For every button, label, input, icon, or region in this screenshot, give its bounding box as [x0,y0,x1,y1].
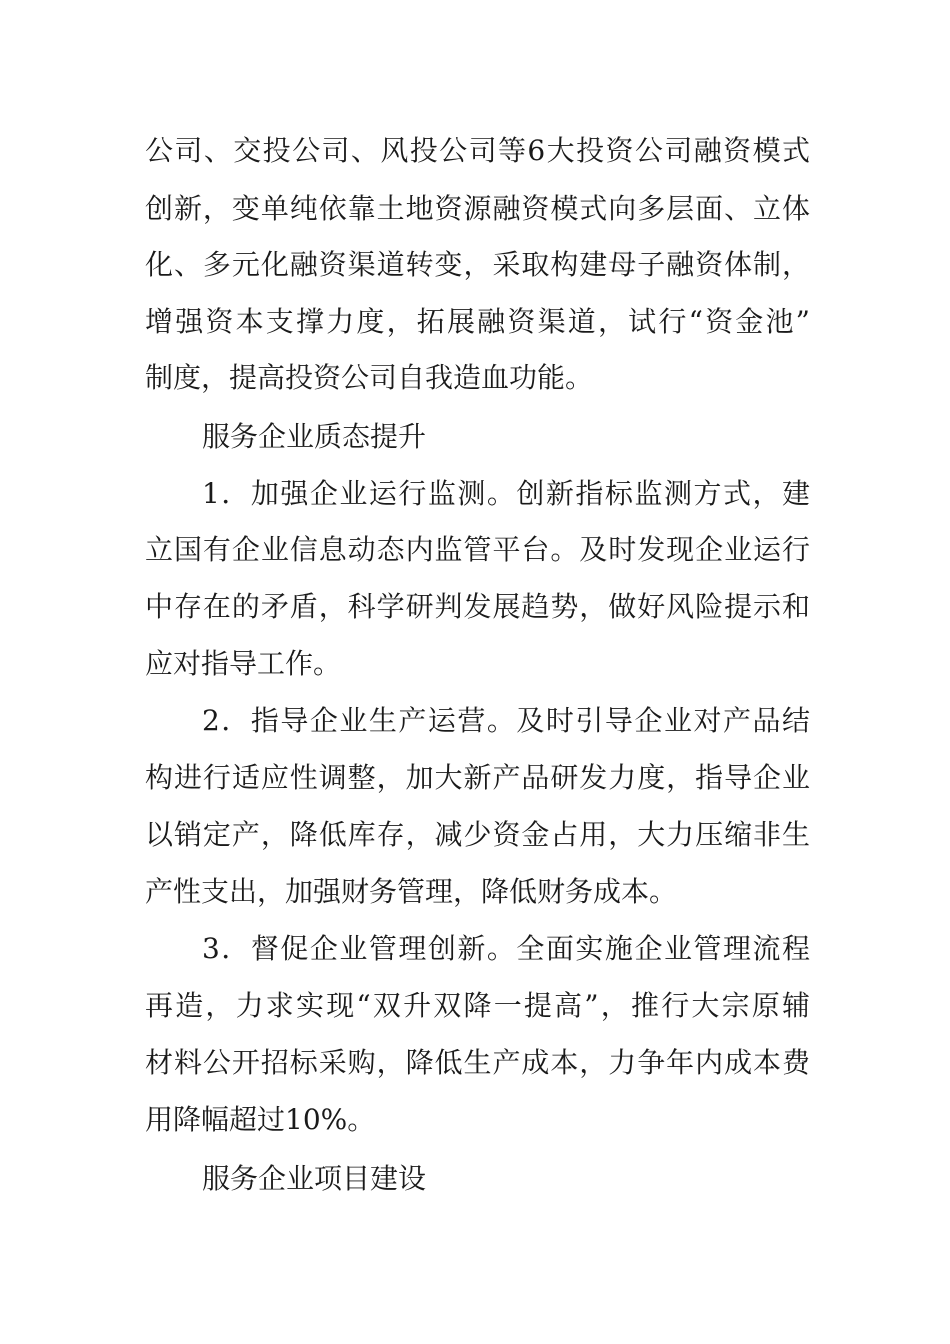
paragraph-line: 用降幅超过10%。 [145,1103,376,1136]
paragraph-line: 制度，提高投资公司自我造血功能。 [145,361,594,394]
paragraph-line: 1．加强企业运行监测。创新指标监测方式，建 [202,477,810,510]
paragraph-line: 材料公开招标采购，降低生产成本，力争年内成本费 [145,1046,810,1079]
paragraph-line: 创新，变单纯依靠土地资源融资模式向多层面、立体 [145,192,810,225]
paragraph-line: 2．指导企业生产运营。及时引导企业对产品结 [202,704,810,737]
paragraph-line: 中存在的矛盾，科学研判发展趋势，做好风险提示和 [145,590,810,623]
section-heading: 服务企业质态提升 [202,420,427,453]
paragraph-line: 应对指导工作。 [145,647,342,680]
paragraph-line: 产性支出，加强财务管理，降低财务成本。 [145,875,678,908]
paragraph-line: 增强资本支撑力度，拓展融资渠道，试行“资金池” [145,305,810,338]
paragraph-line: 再造，力求实现“双升双降一提高”，推行大宗原辅 [145,989,810,1022]
paragraph-line: 3．督促企业管理创新。全面实施企业管理流程 [202,932,810,965]
paragraph-line: 以销定产，降低库存，减少资金占用，大力压缩非生 [145,818,810,851]
paragraph-line: 化、多元化融资渠道转变，采取构建母子融资体制， [145,248,810,281]
paragraph-line: 构进行适应性调整，加大新产品研发力度，指导企业 [145,761,810,794]
paragraph-line: 立国有企业信息动态内监管平台。及时发现企业运行 [145,533,810,566]
paragraph-line: 公司、交投公司、风投公司等6大投资公司融资模式 [145,134,810,167]
section-heading: 服务企业项目建设 [202,1162,427,1195]
